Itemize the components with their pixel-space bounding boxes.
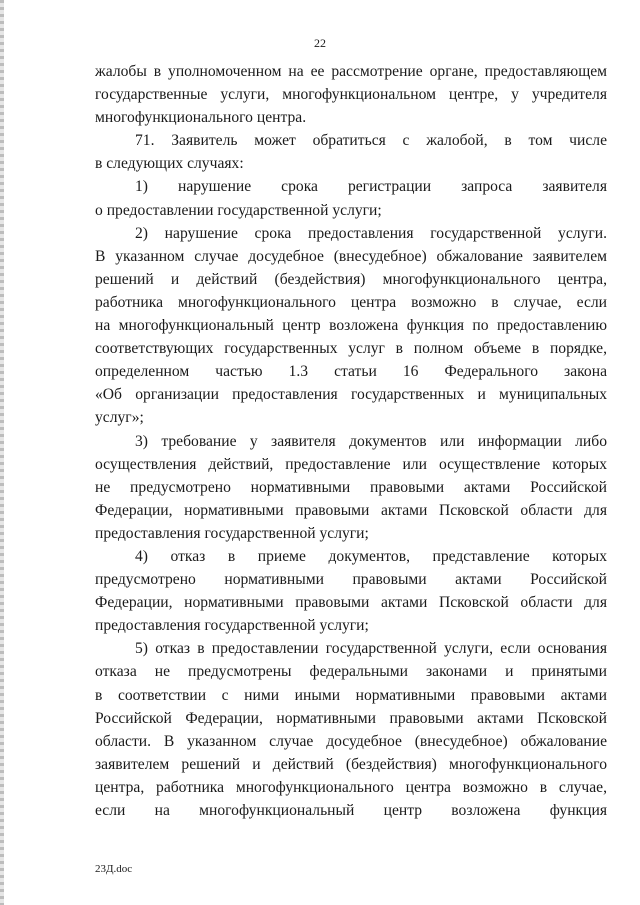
text-line: услуг»;	[95, 409, 144, 427]
text-line: жалобы в уполномоченном на ее рассмотрение органе, предоставляющем	[95, 63, 607, 80]
scan-left-edge	[0, 0, 4, 905]
document-body	[95, 60, 607, 822]
text-line: предоставления государственной услуги;	[95, 617, 369, 635]
page-number: 22	[314, 36, 326, 50]
text-line: области. В указанном случае досудебное (внесудебное) обжалование	[95, 732, 607, 750]
text-line: 1) нарушение срока регистрации запроса заявителя	[135, 178, 607, 196]
text-line: соответствующих государственных услуг в полном объеме в порядке,	[95, 340, 607, 358]
text-line: 3) требование у заявителя документов или информации либо	[135, 432, 607, 450]
text-line: решений и действий (бездействия) многофункционального центра,	[95, 270, 607, 288]
text-line: центра, работника многофункционального центра возможно в случае,	[95, 778, 607, 796]
text-line: осуществления действий, предоставление или осуществление которых	[95, 455, 607, 473]
text-line: «Об организации предоставления государственных и муниципальных	[95, 386, 607, 404]
text-line: предусмотрено нормативными правовыми актами Российской	[95, 571, 607, 589]
text-line: Федерации, нормативными правовыми актами Псковской области для	[95, 501, 607, 519]
text-line: 71. Заявитель может обратиться с жалобой, в том числе	[135, 132, 607, 150]
text-line: работника многофункционального центра возможно в случае, если	[95, 293, 607, 311]
text-line: определенном частью 1.3 статьи 16 Федерального закона	[95, 363, 607, 381]
text-line: 4) отказ в приеме документов, представление которых	[135, 547, 607, 565]
text-line: Российской Федерации, нормативными правовыми актами Псковской	[95, 709, 607, 727]
text-line: в соответствии с ними иными нормативными правовыми актами	[95, 686, 607, 704]
text-line: не предусмотрено нормативными правовыми актами Российской	[95, 478, 607, 496]
text-line: если на многофункциональный центр возложена функция	[95, 802, 607, 819]
text-line: 5) отказ в предоставлении государственной услуги, если основания	[135, 640, 607, 658]
text-line: о предоставлении государственной услуги;	[95, 201, 382, 219]
text-line: в следующих случаях:	[95, 155, 244, 173]
text-line: отказа не предусмотрены федеральными законами и принятыми	[95, 663, 607, 681]
text-line: многофункционального центра.	[95, 109, 307, 127]
text-line: 2) нарушение срока предоставления государственной услуги.	[135, 224, 607, 242]
text-line: В указанном случае досудебное (внесудебное) обжалование заявителем	[95, 247, 607, 265]
text-line: Федерации, нормативными правовыми актами Псковской области для	[95, 594, 607, 612]
text-line: предоставления государственной услуги;	[95, 524, 369, 542]
text-line: на многофункциональный центр возложена функция по предоставлению	[95, 317, 607, 335]
footer-filename: 23Д.doc	[95, 863, 133, 875]
text-line: государственные услуги, многофункциональном центре, у учредителя	[95, 86, 607, 104]
text-line: заявителем решений и действий (бездействия) многофункционального	[95, 755, 607, 773]
